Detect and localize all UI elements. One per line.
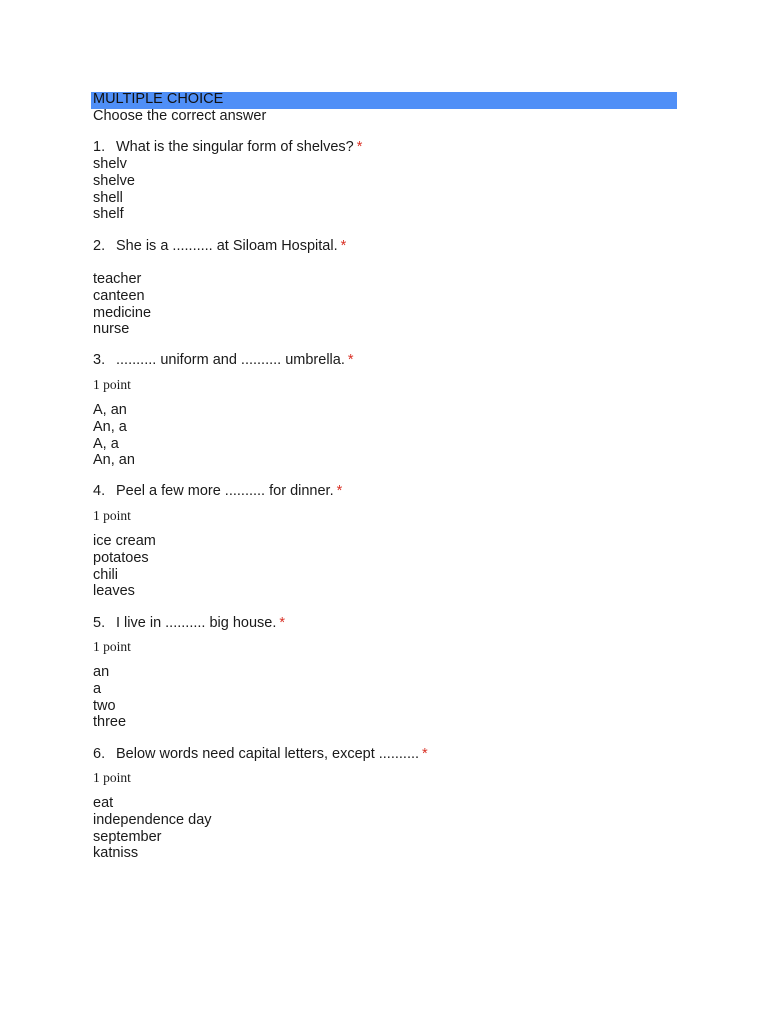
question-2 <box>93 238 346 255</box>
option-item: nurse <box>93 321 130 338</box>
option-item: canteen <box>93 287 145 304</box>
option-item: chili <box>93 566 118 583</box>
question-number: 2. <box>93 238 106 254</box>
question-1 <box>93 139 362 156</box>
options-list-4 <box>93 533 156 600</box>
option-item: An, a <box>93 418 127 435</box>
options-list-3 <box>93 402 135 469</box>
question-number: 4. <box>93 483 106 499</box>
option-item: ice cream <box>93 533 156 549</box>
option-item: eat <box>93 795 114 811</box>
points-label: 1 point <box>93 508 131 523</box>
points-label: 1 point <box>93 639 131 654</box>
question-4 <box>93 483 342 500</box>
option-item: leaves <box>93 583 135 600</box>
required-marker: * <box>422 746 428 762</box>
option-item: independence day <box>93 811 212 828</box>
instruction-text: Choose the correct answer <box>93 108 267 124</box>
option-item: shell <box>93 189 123 206</box>
required-marker: * <box>356 139 363 155</box>
question-5 <box>93 615 285 632</box>
option-item: potatoes <box>93 549 149 566</box>
question-number: 1. <box>93 139 106 155</box>
option-item: An, an <box>93 452 135 469</box>
question-text: .......... uniform and .......... umbrella. <box>116 352 345 368</box>
option-item: katniss <box>93 845 139 862</box>
option-item: an <box>93 664 110 680</box>
points-label: 1 point <box>93 770 131 785</box>
option-item: two <box>93 697 116 714</box>
question-text: She is a .......... at Siloam Hospital. <box>116 238 338 254</box>
option-item: shelf <box>93 206 124 223</box>
options-list-2 <box>93 271 151 338</box>
option-item: a <box>93 680 102 697</box>
points-label: 1 point <box>93 377 131 392</box>
question-number: 3. <box>93 352 106 368</box>
question-number: 5. <box>93 615 106 631</box>
option-item: A, a <box>93 435 119 452</box>
option-item: A, an <box>93 402 127 418</box>
options-list-6 <box>93 795 212 862</box>
question-number: 6. <box>93 746 106 762</box>
option-item: shelv <box>93 156 127 172</box>
options-list-5 <box>93 664 126 731</box>
question-text: Below words need capital letters, except .......... <box>116 746 420 762</box>
option-item: teacher <box>93 271 142 287</box>
question-text: I live in .......... big house. <box>116 615 277 631</box>
option-item: medicine <box>93 304 152 321</box>
options-list-1 <box>93 156 135 223</box>
option-item: three <box>93 714 127 731</box>
question-text: What is the singular form of shelves? <box>116 139 354 155</box>
option-item: shelve <box>93 172 135 189</box>
section-title: MULTIPLE CHOICE <box>93 91 224 107</box>
question-6 <box>93 746 428 763</box>
required-marker: * <box>279 615 286 631</box>
question-text: Peel a few more .......... for dinner. <box>116 483 334 499</box>
question-3 <box>93 352 354 369</box>
option-item: september <box>93 828 162 845</box>
required-marker: * <box>340 238 347 254</box>
required-marker: * <box>336 483 343 499</box>
required-marker: * <box>347 352 354 368</box>
